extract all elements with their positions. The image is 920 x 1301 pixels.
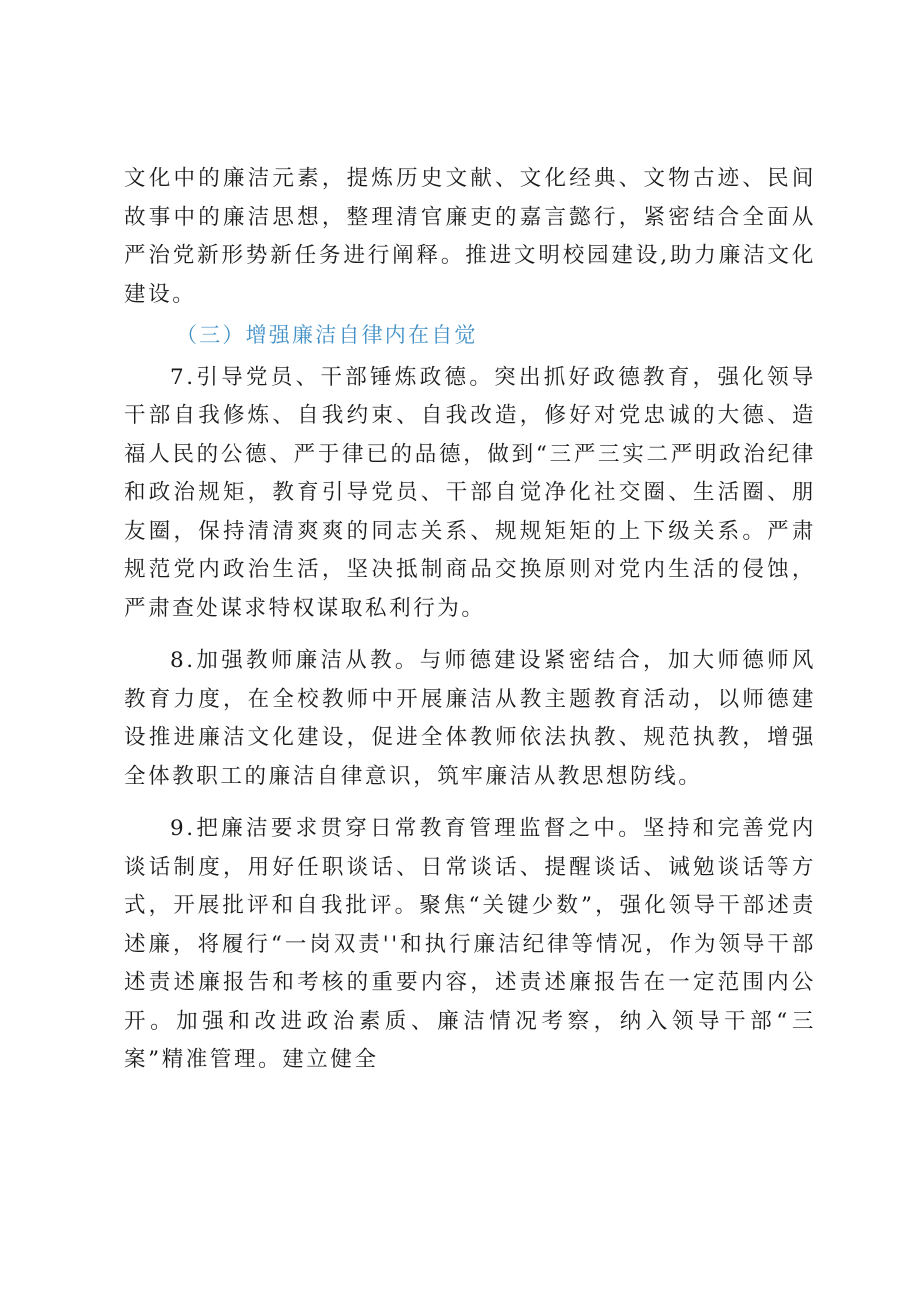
paragraph-9: 9.把廉洁要求贯穿日常教育管理监督之中。坚持和完善党内谈话制度，用好任职谈话、日常谈话、提醒谈话、诫勉谈话等方式，开展批评和自我批评。聚焦“关键少数”，强化领导干部述责述廉，将履行“一岗双责''和执行廉洁纪律等情况，作为领导干部述责述廉报告和考核的重要内容，述责述廉报告在一定范围内公开。加强和改进政治素质、廉洁情况考察，纳入领导干部“三案”精准管理。建立健全 — [124, 816, 816, 1072]
paragraph-8: 8.加强教师廉洁从教。与师德建设紧密结合，加大师德师风教育力度，在全校教师中开展廉洁从教主题教育活动，以师德建设推进廉洁文化建设，促进全体教师依法执教、规范执教，增强全体教职工的廉洁自律意识，筑牢廉洁从教思想防线。 — [124, 648, 816, 789]
section-heading: （三）增强廉洁自律内在自觉 — [176, 323, 478, 347]
intro-paragraph: 文化中的廉洁元素，提炼历史文献、文化经典、文物古迹、民间故事中的廉洁思想，整理清官廉吏的嘉言懿行，紧密结合全面从严治党新形势新任务进行阐释。推进文明校园建设,助力廉洁文化建设。 — [124, 166, 816, 307]
document-page — [124, 160, 816, 1080]
paragraph-7: 7.引导党员、干部锤炼政德。突出抓好政德教育，强化领导干部自我修炼、自我约束、自我改造，修好对党忠诚的大德、造福人民的公德、严于律已的品德，做到“三严三实二严明政治纪律和政治规矩，教育引导党员、干部自觉净化社交圈、生活圈、朋友圈，保持清清爽爽的同志关系、规规矩矩的上下级关系。严肃规范党内政治生活，坚决抵制商品交换原则对党内生活的侵蚀，严肃查处谋求特权谋取私利行为。 — [124, 364, 816, 621]
